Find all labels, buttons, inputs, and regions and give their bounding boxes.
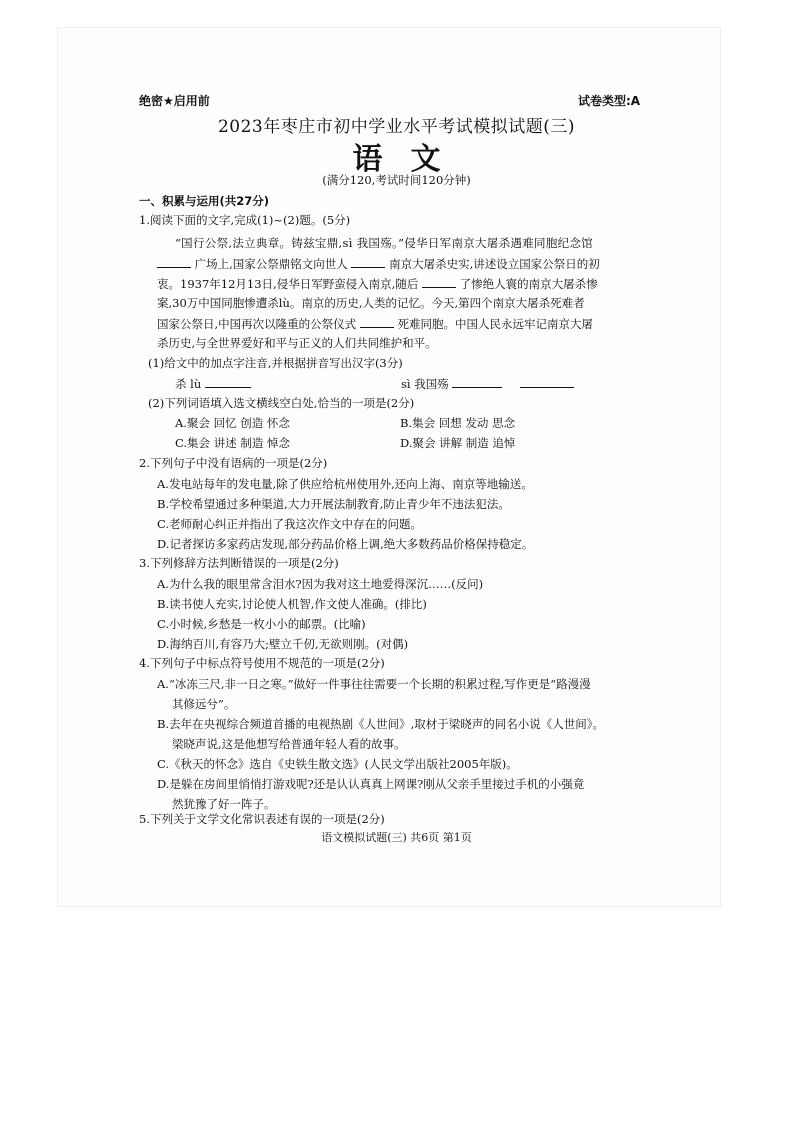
q1-passage-line-6: 杀历史,与全世界爱好和平与正义的人们共同维护和平。 (157, 336, 437, 350)
answer-blank[interactable] (360, 316, 394, 328)
q2-option-c[interactable]: C.老师耐心纠正并指出了我这次作文中存在的问题。 (157, 517, 423, 531)
q3-stem: 3.下列修辞方法判断错误的一项是(2分) (139, 556, 339, 570)
q5-stem: 5.下列关于文学文化常识表述有误的一项是(2分) (139, 812, 385, 826)
q1-option-a[interactable]: A.聚会 回忆 创造 怀念 (175, 416, 290, 430)
q3-option-d[interactable]: D.海纳百川,有容乃大;壁立千仞,无欲则刚。(对偶) (157, 637, 409, 651)
q3-option-c[interactable]: C.小时候,乡愁是一枚小小的邮票。(比喻) (157, 617, 366, 631)
q1-option-d[interactable]: D.聚会 讲解 制造 追悼 (400, 436, 516, 450)
q2-stem: 2.下列句子中没有语病的一项是(2分) (139, 456, 328, 470)
q1-stem: 1.阅读下面的文字,完成(1)~(2)题。(5分) (139, 213, 351, 227)
q4-option-c[interactable]: C.《秋天的怀念》选自《史铁生散文选》(人民文学出版社2005年版)。 (157, 757, 518, 771)
q1-sub1: (1)给文中的加点字注音,并根据拼音写出汉字(3分) (148, 356, 403, 370)
confidential-label: 绝密★启用前 (139, 94, 210, 108)
q2-option-b[interactable]: B.学校希望通过多种渠道,大力开展法制教育,防止青少年不违法犯法。 (157, 497, 510, 511)
q4-option-a-cont: 其修远兮”。 (172, 697, 236, 711)
q1-passage-line-2: 广场上,国家公祭鼎铭文向世人 南京大屠杀史实,讲述设立国家公祭日的初 (157, 256, 600, 271)
q4-option-a[interactable]: A.“冰冻三尺,非一日之寒。”做好一件事往往需要一个长期的积累过程,写作更是“路漫漫 (157, 677, 591, 691)
answer-blank[interactable] (205, 376, 251, 388)
q4-stem: 4.下列句子中标点符号使用不规范的一项是(2分) (139, 656, 385, 670)
answer-blank[interactable] (422, 276, 456, 288)
q4-option-d[interactable]: D.是躲在房间里悄悄打游戏呢?还是认认真真上网课?刚从父亲手里接过手机的小强竟 (157, 777, 585, 791)
q1-option-b[interactable]: B.集会 回想 发动 思念 (400, 416, 516, 430)
answer-blank[interactable] (351, 256, 385, 268)
answer-blank[interactable] (520, 376, 574, 388)
exam-title: 2023年枣庄市初中学业水平考试模拟试题(三) (217, 117, 576, 137)
q1-passage-line-3: 衷。1937年12月13日,侵华日军野蛮侵入南京,随后 了惨绝人寰的南京大屠杀惨 (157, 277, 598, 291)
q4-option-b-cont: 梁晓声说,这是他想写给普通年轻人看的故事。 (172, 737, 406, 751)
q2-option-a[interactable]: A.发电站每年的发电量,除了供应给杭州使用外,还向上海、南京等地输送。 (157, 477, 533, 491)
paper-type-label: 试卷类型:A (578, 94, 641, 108)
q1-passage-line-5: 国家公祭日,中国再次以隆重的公祭仪式 死难同胞。中国人民永远牢记南京大屠 (157, 317, 593, 331)
q4-option-d-cont: 然犹豫了好一阵子。 (172, 797, 276, 811)
q1-sub2: (2)下列词语填入选文横线空白处,恰当的一项是(2分) (148, 396, 415, 410)
answer-blank[interactable] (157, 256, 191, 268)
answer-blank[interactable] (452, 376, 502, 388)
q2-option-d[interactable]: D.记者探访多家药店发现,部分药品价格上调,绝大多数药品价格保持稳定。 (157, 537, 534, 551)
subject-title: 语文 (352, 142, 469, 177)
q3-option-b[interactable]: B.读书使人充实,讨论使人机智,作文使人准确。(排比) (157, 597, 427, 611)
exam-subtitle: (满分120,考试时间120分钟) (322, 173, 471, 187)
q1-passage-line-1: “国行公祭,法立典章。铸兹宝鼎,sì 我国殇。”侵华日军南京大屠杀遇难同胞纪念馆 (175, 236, 594, 250)
section-heading: 一、积累与运用(共27分) (139, 194, 270, 208)
q3-option-a[interactable]: A.为什么我的眼里常含泪水?因为我对这土地爱得深沉……(反问) (157, 577, 484, 591)
q1-passage-line-4: 案,30万中国同胞惨遭杀lù。南京的历史,人类的记忆。今天,第四个南京大屠杀死难者 (157, 296, 585, 310)
q1-sub1-item-b: sì 我国殇 (401, 376, 574, 391)
q1-sub1-item-a: 杀 lù (175, 376, 251, 391)
page-footer: 语文模拟试题(三) 共6页 第1页 (321, 831, 472, 844)
q1-option-c[interactable]: C.集会 讲述 制造 悼念 (175, 436, 291, 450)
q4-option-b[interactable]: B.去年在央视综合频道首播的电视热剧《人世间》,取材于梁晓声的同名小说《人世间》。 (157, 717, 605, 731)
